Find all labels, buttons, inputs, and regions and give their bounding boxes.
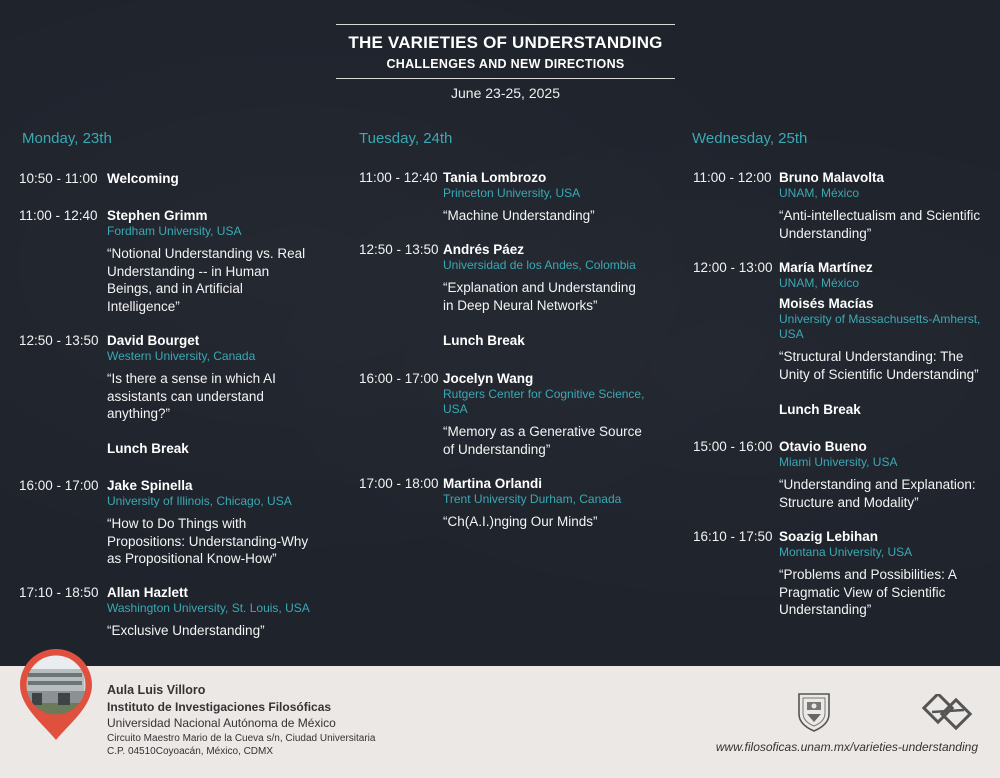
speaker-affiliation: Western University, Canada — [107, 349, 256, 363]
speaker-name: Stephen Grimm — [107, 208, 208, 223]
top-rule — [336, 24, 675, 25]
talk-title: “Is there a sense in which AI assistants can understand anything?” — [107, 371, 276, 421]
talk-title: “Exclusive Understanding” — [107, 623, 265, 638]
speaker-name: David Bourget — [107, 333, 200, 348]
slot-time: 12:50 - 13:50 — [359, 242, 439, 257]
speaker-name: Soazig Lebihan — [779, 529, 879, 544]
slot-time: 12:00 - 13:00 — [693, 260, 773, 275]
slot-time: 17:00 - 18:00 — [359, 476, 439, 491]
building-photo — [18, 647, 94, 723]
unam-shield-icon — [795, 690, 833, 732]
slot-time: 15:00 - 16:00 — [693, 439, 773, 454]
speaker-affiliation: Fordham University, USA — [107, 224, 242, 238]
talk-title: “Ch(A.I.)nging Our Minds” — [443, 514, 598, 529]
day-wednesday — [692, 130, 992, 175]
speaker-name: Jocelyn Wang — [443, 371, 534, 386]
day-tuesday — [359, 130, 669, 175]
event-subtitle: CHALLENGES AND NEW DIRECTIONS — [386, 57, 625, 71]
venue-name: Aula Luis Villoro — [107, 683, 206, 697]
lunch-break: Lunch Break — [443, 333, 525, 348]
talk-title: “How to Do Things with Propositions: Understanding-Why as Propositional Know-How” — [107, 516, 309, 566]
speaker-affiliation: Montana University, USA — [779, 545, 913, 559]
slot-time: 16:10 - 17:50 — [693, 529, 773, 544]
slot-time: 16:00 - 17:00 — [359, 371, 439, 386]
slot-time: 11:00 - 12:40 — [359, 170, 438, 185]
talk-title: “Explanation and Understanding in Deep Neural Networks” — [443, 280, 636, 313]
talk-title: “Notional Understanding vs. Real Understanding -- in Human Beings, and in Artificial Intelligence” — [107, 246, 306, 314]
speaker-name: Bruno Malavolta — [779, 170, 885, 185]
speaker-name: Jake Spinella — [107, 478, 193, 493]
talk-title: “Machine Understanding” — [443, 208, 595, 223]
speaker-affiliation: University of Massachusetts-Amherst, USA — [779, 312, 981, 341]
slot-time: 17:10 - 18:50 — [19, 585, 99, 600]
speaker-name: Andrés Páez — [443, 242, 525, 257]
speaker-affiliation: Rutgers Center for Cognitive Science, USA — [443, 387, 645, 416]
talk-title: “Memory as a Generative Source of Understanding” — [443, 424, 642, 457]
website-link[interactable]: www.filosoficas.unam.mx/varieties-understanding — [715, 740, 978, 754]
lunch-break: Lunch Break — [779, 402, 861, 417]
university-name: Universidad Nacional Autónoma de México — [107, 716, 336, 730]
speaker-affiliation: UNAM, México — [779, 186, 860, 200]
slot-time: 11:00 - 12:40 — [19, 208, 98, 223]
venue-info — [107, 683, 375, 757]
speaker-name: Moisés Macías — [779, 296, 874, 311]
address-line-2: C.P. 04510Coyoacán, México, CDMX — [107, 746, 274, 757]
slot-time: 11:00 - 12:00 — [693, 170, 772, 185]
day-title: Monday, 23th — [22, 130, 112, 147]
talk-title: “Understanding and Explanation: Structure and Modality” — [779, 477, 976, 510]
talk-title: “Anti-intellectualism and Scientific Understanding” — [779, 208, 981, 241]
talk-title: “Problems and Possibilities: A Pragmatic View of Scientific Understanding” — [779, 567, 957, 617]
institute-name: Instituto de Investigaciones Filosóficas — [107, 700, 332, 714]
speaker-affiliation: Trent University Durham, Canada — [443, 492, 622, 506]
address-line-1: Circuito Maestro Mario de la Cueva s/n, Ciudad Universitaria — [107, 733, 376, 744]
day-title: Tuesday, 24th — [359, 130, 453, 147]
header — [336, 24, 675, 101]
speaker-name: Martina Orlandi — [443, 476, 543, 491]
day-title: Wednesday, 25th — [692, 130, 808, 147]
slot-time: 16:00 - 17:00 — [19, 478, 99, 493]
speaker-affiliation: University of Illinois, Chicago, USA — [107, 494, 292, 508]
speaker-name: Welcoming — [107, 171, 179, 186]
iif-logo-icon — [922, 694, 974, 730]
speaker-affiliation: Princeton University, USA — [443, 186, 581, 200]
speaker-affiliation: Universidad de los Andes, Colombia — [443, 258, 636, 272]
slot-time: 10:50 - 11:00 — [19, 171, 98, 186]
event-title: THE VARIETIES OF UNDERSTANDING — [348, 33, 663, 52]
slot-time: 12:50 - 13:50 — [19, 333, 99, 348]
lunch-break: Lunch Break — [107, 441, 189, 456]
speaker-affiliation: Washington University, St. Louis, USA — [107, 601, 310, 615]
speaker-affiliation: Miami University, USA — [779, 455, 898, 469]
speaker-name: María Martínez — [779, 260, 873, 275]
day-monday — [19, 130, 329, 175]
speaker-name: Tania Lombrozo — [443, 170, 547, 185]
speaker-name: Allan Hazlett — [107, 585, 189, 600]
event-dates: June 23-25, 2025 — [451, 85, 560, 101]
speaker-name: Otavio Bueno — [779, 439, 867, 454]
talk-title: “Structural Understanding: The Unity of Scientific Understanding” — [779, 349, 979, 382]
speaker-affiliation: UNAM, México — [779, 276, 860, 290]
bottom-rule — [336, 78, 675, 79]
location-pin-icon — [18, 647, 94, 741]
